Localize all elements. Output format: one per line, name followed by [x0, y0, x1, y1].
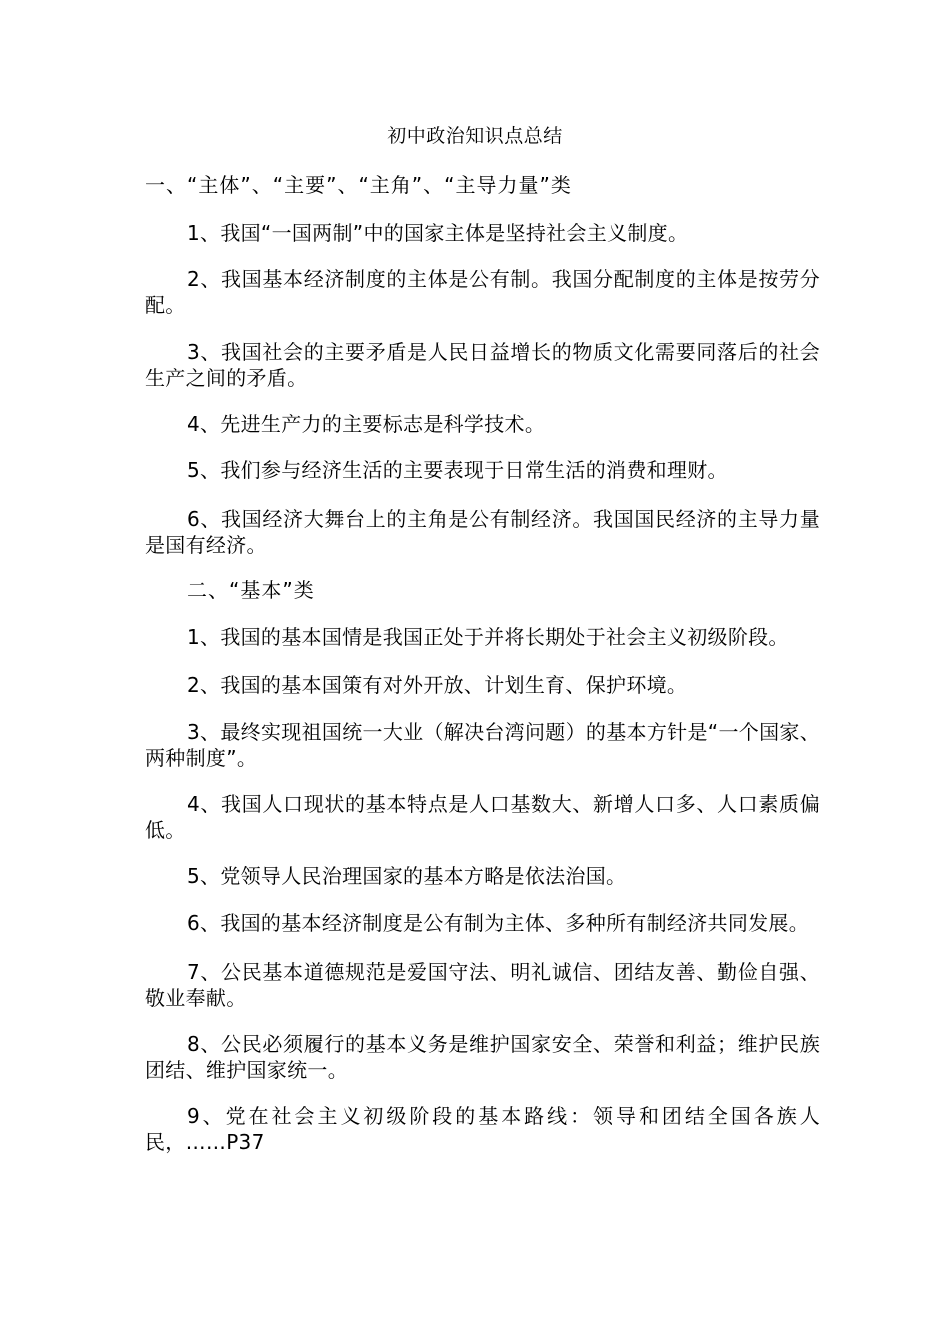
section-1-item-1: 1、我国“一国两制”中的国家主体是坚持社会主义制度。 — [187, 221, 689, 245]
document-title: 初中政治知识点总结 — [387, 125, 563, 147]
section-1-item-4: 4、先进生产力的主要标志是科学技术。 — [187, 412, 546, 436]
section-2-item-9: 9、党在社会主义初级阶段的基本路线：领导和团结全国各族人民，……P37 — [145, 1104, 820, 1154]
section-2-item-3: 3、最终实现祖国统一大业（解决台湾问题）的基本方针是“一个国家、两种制度”。 — [145, 720, 820, 770]
section-2-item-4: 4、我国人口现状的基本特点是人口基数大、新增人口多、人口素质偏低。 — [145, 792, 820, 842]
section-2-item-5: 5、党领导人民治理国家的基本方略是依法治国。 — [187, 864, 627, 888]
section-1-item-3: 3、我国社会的主要矛盾是人民日益增长的物质文化需要同落后的社会生产之间的矛盾。 — [145, 340, 820, 390]
section-2-heading: 二、“基本”类 — [187, 578, 315, 602]
section-2-item-2: 2、我国的基本国策有对外开放、计划生育、保护环境。 — [187, 673, 688, 697]
section-2-item-7: 7、公民基本道德规范是爱国守法、明礼诚信、团结友善、勤俭自强、敬业奉献。 — [145, 960, 820, 1010]
section-1-heading: 一、“主体”、“主要”、“主角”、“主导力量”类 — [145, 173, 572, 197]
section-1-item-2: 2、我国基本经济制度的主体是公有制。我国分配制度的主体是按劳分配。 — [145, 267, 820, 317]
section-2-item-8: 8、公民必须履行的基本义务是维护国家安全、荣誉和利益；维护民族团结、维护国家统一。 — [145, 1032, 820, 1082]
section-1-item-5: 5、我们参与经济生活的主要表现于日常生活的消费和理财。 — [187, 458, 728, 482]
section-2-item-1: 1、我国的基本国情是我国正处于并将长期处于社会主义初级阶段。 — [187, 625, 789, 649]
section-1-item-6: 6、我国经济大舞台上的主角是公有制经济。我国国民经济的主导力量是国有经济。 — [145, 507, 820, 557]
section-2-item-6: 6、我国的基本经济制度是公有制为主体、多种所有制经济共同发展。 — [187, 911, 810, 935]
